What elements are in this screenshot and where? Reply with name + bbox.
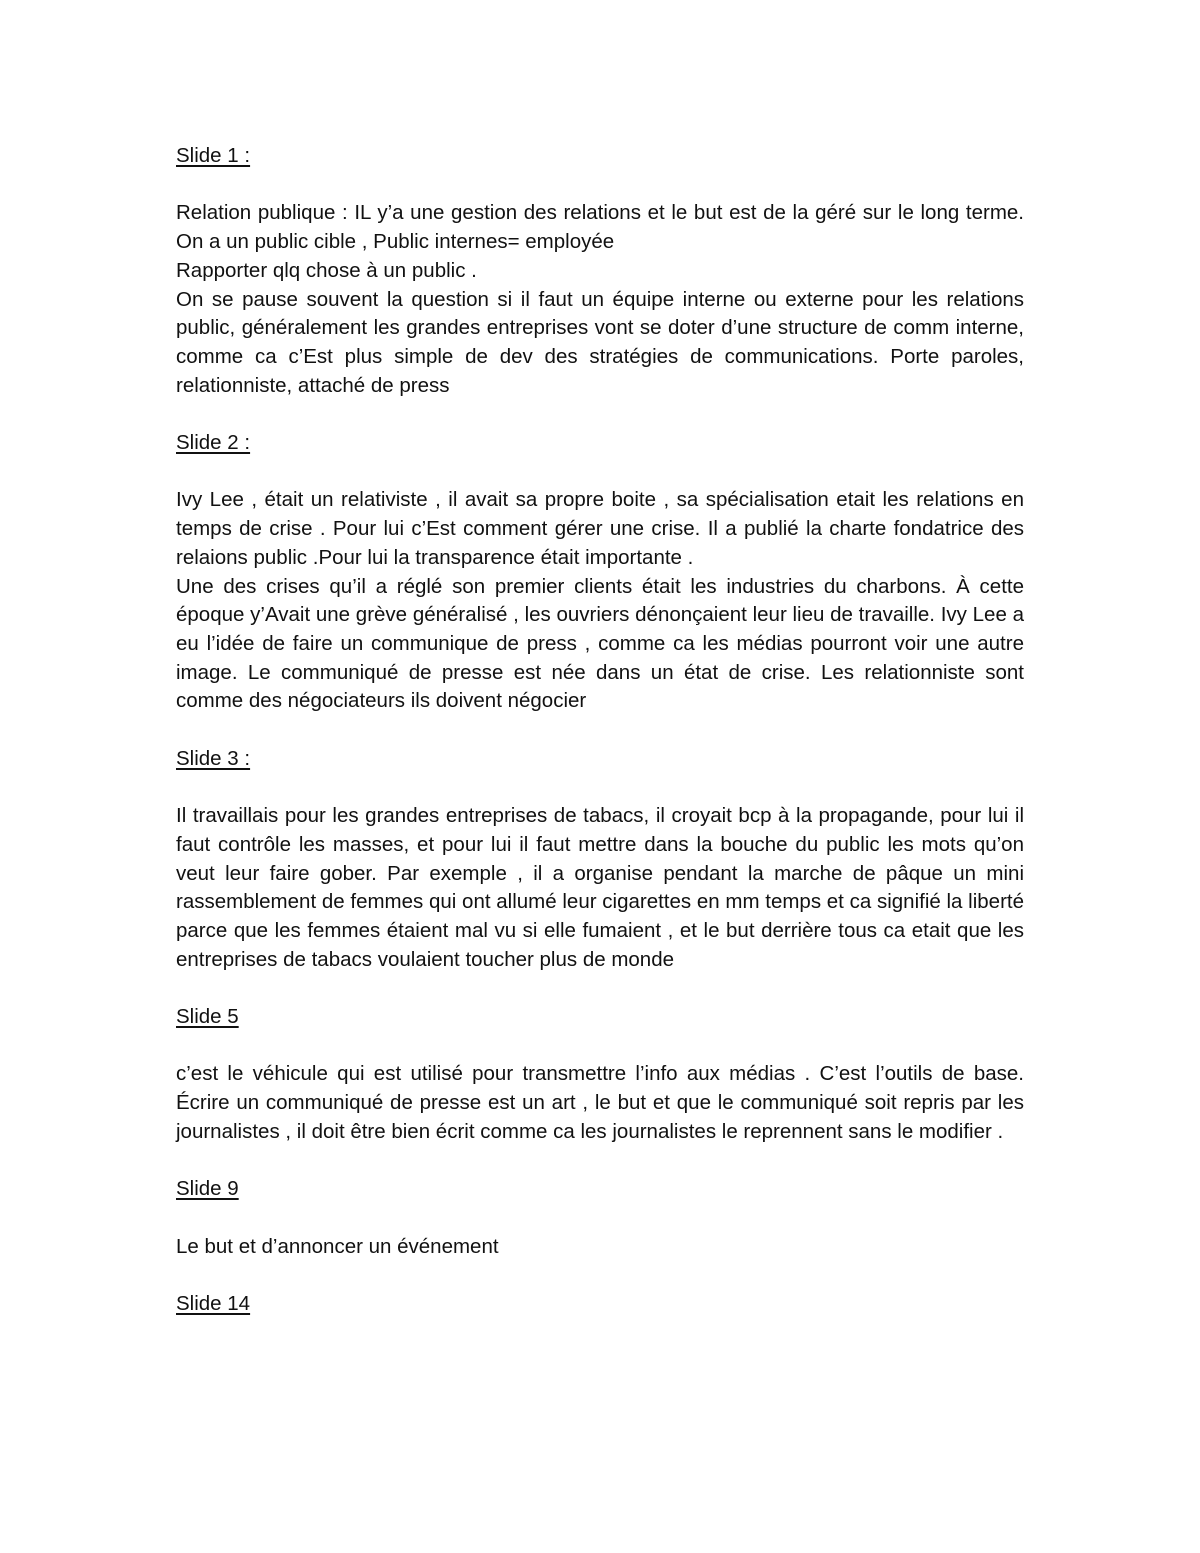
- spacer: [176, 1032, 1024, 1061]
- section-slide-5: [176, 1003, 1024, 1147]
- spacer: [176, 171, 1024, 200]
- spacer: [176, 1261, 1024, 1290]
- document-page: [176, 142, 1024, 1319]
- section-heading: Slide 9: [176, 1177, 239, 1201]
- spacer: [176, 1147, 1024, 1176]
- paragraph: c’est le véhicule qui est utilisé pour transmettre l’info aux médias . C’est l’outils de base. Écrire un communiqué de presse est un art , le but et que le communiqué soit repris par les journalistes , il doit être bien écrit comme ca les journalistes le reprennent sans le modifier .: [176, 1062, 1024, 1143]
- section-heading: Slide 2 :: [176, 431, 251, 454]
- section-heading: Slide 1 :: [176, 144, 251, 167]
- section-slide-1: [176, 142, 1024, 400]
- spacer: [176, 1204, 1024, 1233]
- spacer: [176, 716, 1024, 745]
- paragraph: Ivy Lee , était un relativiste , il avait sa propre boite , sa spécialisation etait les relations en temps de crise . Pour lui c’Est comment gérer une crise. Il a publié la charte fondatrice des relaions public .Pour lui la transparence était importante .: [176, 488, 1024, 569]
- paragraph: Rapporter qlq chose à un public .: [176, 258, 477, 282]
- spacer: [176, 773, 1024, 802]
- section-slide-9: [176, 1175, 1024, 1261]
- paragraph: Il travaillais pour les grandes entreprises de tabacs, il croyait bcp à la propagande, pour lui il faut contrôle les masses, et pour lui il faut mettre dans la bouche du public les mots qu’on veut leur faire gober. Par exemple , il a organise pendant la marche de pâque un mini rassemblement de femmes qui ont allumé leur cigarettes en mm temps et ca signifié la liberté parce que les femmes étaient mal vu si elle fumaient , et le but derrière tous ca etait que les entreprises de tabacs voulaient toucher plus de monde: [176, 804, 1024, 971]
- section-slide-2: [176, 429, 1024, 716]
- paragraph: Relation publique : IL y’a une gestion des relations et le but est de la géré sur le long terme. On a un public cible , Public internes= employée: [176, 201, 1024, 254]
- section-heading: Slide 14: [176, 1291, 251, 1315]
- paragraph: On se pause souvent la question si il faut un équipe interne ou externe pour les relations public, généralement les grandes entreprises vont se doter d’une structure de comm interne, comme ca c’Est plus simple de dev des stratégies de communications. Porte paroles, relationniste, attaché de press: [176, 287, 1024, 397]
- section-heading: Slide 3 :: [176, 746, 251, 770]
- section-slide-3: [176, 745, 1024, 975]
- section-slide-14: [176, 1290, 1024, 1319]
- spacer: [176, 400, 1024, 429]
- spacer: [176, 974, 1024, 1003]
- paragraph: Une des crises qu’il a réglé son premier clients était les industries du charbons. À cette époque y’Avait une grève généralisé , les ouvriers dénonçaient leur lieu de travaille. Ivy Lee a eu l’idée de faire un communique de press , comme ca les médias pourront voir une autre image. Le communiqué de presse est née dans un état de crise. Les relationniste sont comme des négociateurs ils doivent négocier: [176, 574, 1024, 713]
- spacer: [176, 458, 1024, 487]
- section-heading: Slide 5: [176, 1005, 239, 1028]
- paragraph: Le but et d’annoncer un événement: [176, 1234, 499, 1258]
